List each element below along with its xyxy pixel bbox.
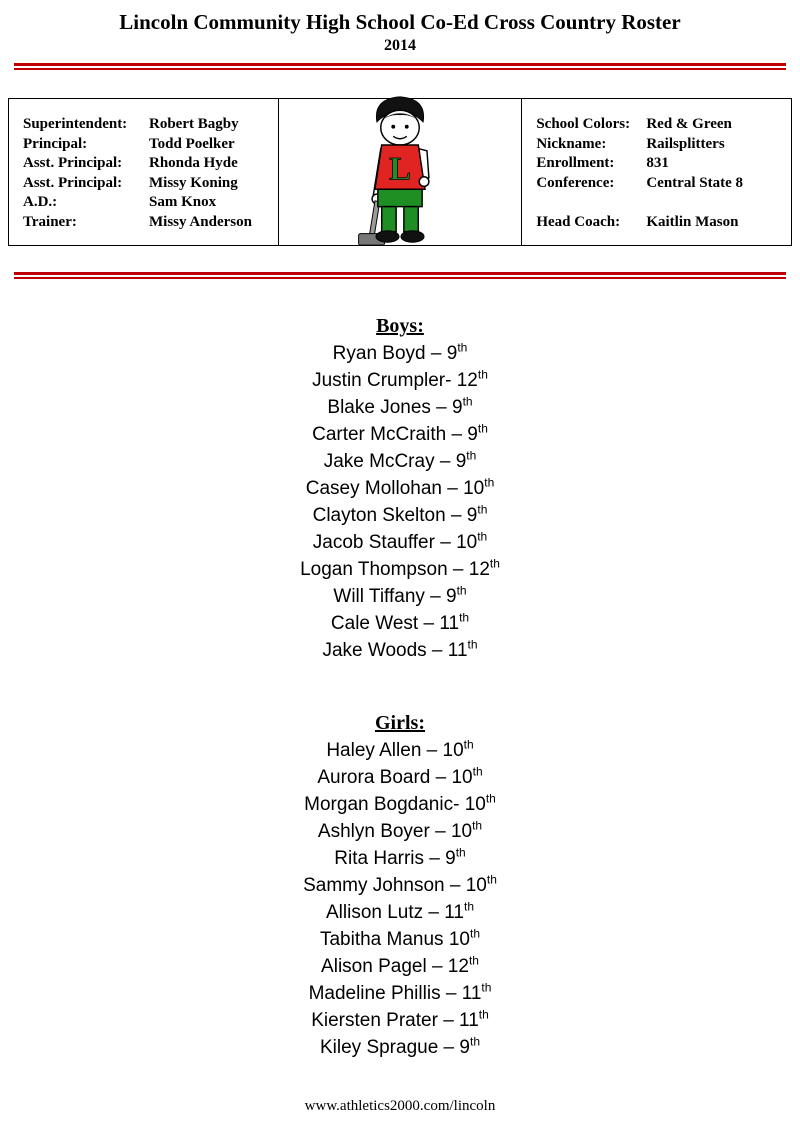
grade-suffix: th: [477, 421, 488, 436]
roster-row: [0, 394, 800, 421]
info-value: Sam Knox: [149, 194, 217, 210]
roster-row: [0, 818, 800, 845]
page-year: 2014: [384, 37, 416, 54]
roster-row: [0, 556, 800, 583]
page-footer: [0, 1097, 800, 1115]
athlete-name: Blake Jones – 9: [327, 397, 463, 418]
roster-section: [0, 313, 800, 1061]
roster-row: [0, 610, 800, 637]
athlete-name: Alison Pagel – 12: [321, 956, 469, 977]
info-value: Todd Poelker: [149, 135, 235, 152]
girls-heading: Girls:: [375, 712, 425, 734]
grade-suffix: th: [486, 872, 497, 887]
roster-row: [0, 764, 800, 791]
info-row: [536, 174, 779, 194]
info-label: Trainer:: [23, 213, 77, 230]
grade-suffix: th: [481, 980, 492, 995]
staff-info-cell: [9, 99, 278, 245]
athlete-name: Justin Crumpler- 12: [312, 370, 478, 391]
athlete-name: Jacob Stauffer – 10: [312, 532, 478, 553]
athlete-name: Madeline Phillis – 11: [308, 983, 482, 1004]
athlete-name: Kiersten Prater – 11: [311, 1010, 479, 1031]
roster-row: [0, 1007, 800, 1034]
grade-suffix: th: [489, 556, 500, 571]
boys-list: [0, 340, 800, 664]
info-label: Conference:: [536, 174, 615, 191]
info-label: A.D.:: [23, 194, 58, 210]
info-label: Head Coach:: [536, 213, 621, 230]
roster-row: [0, 529, 800, 556]
grade-suffix: th: [463, 737, 474, 752]
info-row: [536, 135, 779, 155]
athlete-name: Carter McCraith – 9: [312, 424, 478, 445]
athlete-name: Tabitha Manus 10: [319, 929, 470, 950]
grade-suffix: th: [478, 1007, 489, 1022]
svg-text:L: L: [389, 151, 411, 188]
info-row: [536, 213, 779, 233]
info-value: Red & Green: [646, 116, 732, 132]
website-link[interactable]: www.athletics2000.com/lincoln: [304, 1098, 496, 1114]
roster-row: [0, 475, 800, 502]
athlete-name: Cale West – 11: [330, 613, 460, 634]
grade-suffix: th: [462, 394, 473, 409]
girls-list: [0, 737, 800, 1061]
grade-suffix: th: [469, 926, 480, 941]
athlete-name: Jake McCray – 9: [323, 451, 467, 472]
roster-row: [0, 421, 800, 448]
grade-suffix: th: [455, 845, 466, 860]
info-label: School Colors:: [536, 116, 631, 132]
roster-row: [0, 1034, 800, 1061]
info-row: [23, 174, 266, 194]
athlete-name: Rita Harris – 9: [334, 848, 456, 869]
grade-suffix: th: [477, 529, 488, 544]
info-label: Asst. Principal:: [23, 174, 123, 191]
roster-row: [0, 926, 800, 953]
roster-row: [0, 980, 800, 1007]
grade-suffix: th: [484, 475, 495, 490]
athlete-name: Sammy Johnson – 10: [303, 875, 487, 896]
athlete-name: Will Tiffany – 9: [333, 586, 457, 607]
roster-row: [0, 872, 800, 899]
grade-suffix: th: [472, 818, 483, 833]
info-value: Missy Anderson: [149, 213, 252, 230]
roster-row: [0, 791, 800, 818]
red-divider-top: [14, 63, 786, 70]
page-header: [0, 10, 800, 55]
athlete-name: Haley Allen – 10: [326, 740, 464, 761]
grade-suffix: th: [466, 448, 477, 463]
athlete-name: Casey Mollohan – 10: [305, 478, 485, 499]
grade-suffix: th: [477, 502, 488, 517]
roster-row: [0, 367, 800, 394]
info-value: Robert Bagby: [149, 116, 239, 132]
grade-suffix: th: [464, 899, 475, 914]
boys-heading: Boys:: [376, 315, 424, 337]
athlete-name: Ashlyn Boyer – 10: [317, 821, 473, 842]
grade-suffix: th: [485, 791, 496, 806]
info-row: [23, 135, 266, 155]
info-value: Railsplitters: [646, 135, 725, 152]
info-row: [536, 193, 779, 213]
info-value: Rhonda Hyde: [149, 155, 238, 171]
info-value: 831: [646, 155, 669, 171]
info-row: [23, 213, 266, 233]
roster-row: [0, 340, 800, 367]
athlete-name: Ryan Boyd – 9: [332, 343, 458, 364]
info-row: [536, 115, 779, 135]
roster-row: [0, 953, 800, 980]
roster-row: [0, 637, 800, 664]
athlete-name: Clayton Skelton – 9: [312, 505, 478, 526]
info-label: Principal:: [23, 135, 88, 152]
grade-suffix: th: [457, 340, 468, 355]
info-value: Missy Koning: [149, 174, 238, 191]
athlete-name: Jake Woods – 11: [322, 640, 468, 661]
page-title: Lincoln Community High School Co-Ed Cross Country Roster: [119, 10, 681, 34]
grade-suffix: th: [459, 610, 470, 625]
info-label: Nickname:: [536, 135, 607, 152]
roster-row: [0, 737, 800, 764]
athlete-name: Logan Thompson – 12: [300, 559, 490, 580]
athlete-name: Aurora Board – 10: [317, 767, 473, 788]
roster-row: [0, 899, 800, 926]
info-row: [23, 193, 266, 213]
info-label: Enrollment:: [536, 155, 615, 171]
roster-row: [0, 502, 800, 529]
red-divider-bottom: [14, 272, 786, 279]
grade-suffix: th: [468, 953, 479, 968]
athlete-name: Allison Lutz – 11: [325, 902, 464, 923]
grade-suffix: th: [469, 1034, 480, 1049]
roster-row: [0, 583, 800, 610]
info-row: [23, 115, 266, 135]
grade-suffix: th: [467, 637, 478, 652]
info-label: [536, 193, 646, 213]
info-label: Superintendent:: [23, 116, 128, 132]
info-label: Asst. Principal:: [23, 155, 123, 171]
info-row: [536, 154, 779, 174]
school-info-cell: [522, 99, 791, 245]
mascot-cell: [278, 99, 523, 245]
roster-row: [0, 845, 800, 872]
grade-suffix: th: [477, 367, 488, 382]
info-value: Kaitlin Mason: [646, 213, 739, 230]
info-value: Central State 8: [646, 174, 743, 191]
roster-row: [0, 448, 800, 475]
grade-suffix: th: [472, 764, 483, 779]
athlete-name: Kiley Sprague – 9: [319, 1037, 470, 1058]
athlete-name: Morgan Bogdanic- 10: [304, 794, 486, 815]
roster-page: [0, 10, 800, 1144]
grade-suffix: th: [456, 583, 467, 598]
railsplitter-mascot-icon: [342, 93, 458, 249]
info-row: [23, 154, 266, 174]
school-info-table: [8, 98, 792, 246]
